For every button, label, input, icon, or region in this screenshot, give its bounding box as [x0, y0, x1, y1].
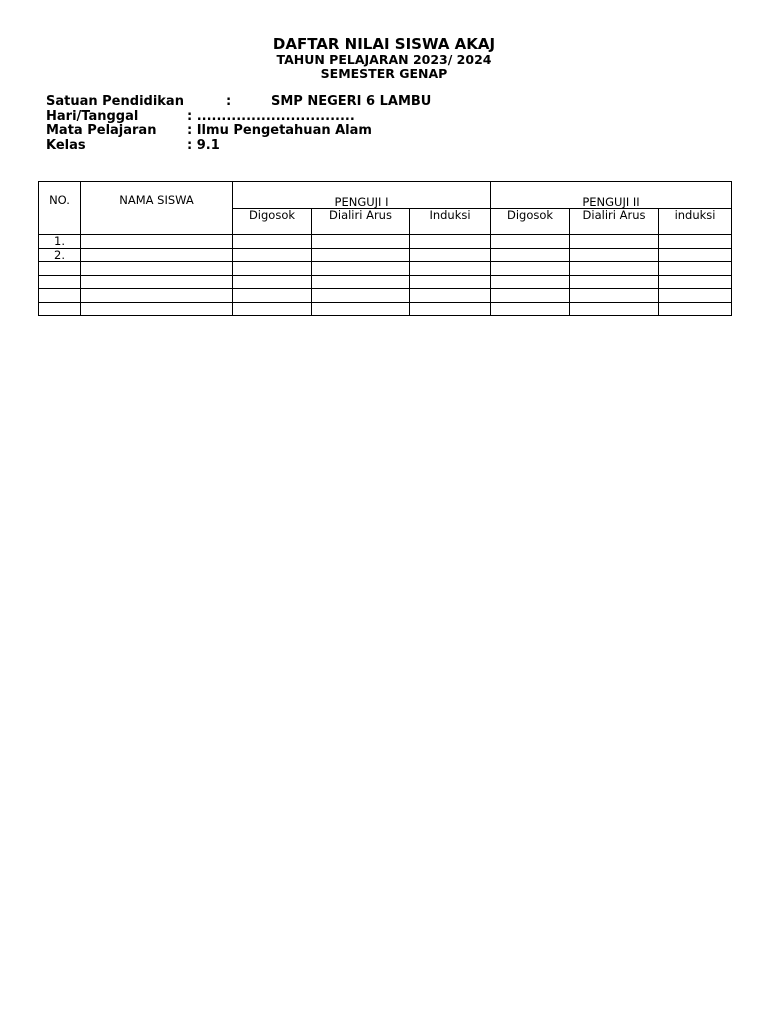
- grade-cell[interactable]: [312, 262, 410, 276]
- academic-year: TAHUN PELAJARAN 2023/ 2024: [276, 52, 492, 67]
- table-row: [39, 262, 732, 276]
- grade-cell[interactable]: [410, 248, 491, 262]
- grade-cell[interactable]: [312, 235, 410, 249]
- school-value: SMP NEGERI 6 LAMBU: [271, 94, 432, 109]
- column-header-e1-current: Dialiri Arus: [312, 209, 410, 235]
- student-name-cell[interactable]: [81, 302, 233, 316]
- grades-table: [38, 181, 732, 316]
- table-row: [39, 235, 732, 249]
- grade-cell[interactable]: [491, 235, 570, 249]
- grade-cell[interactable]: [570, 262, 659, 276]
- row-number: [39, 302, 81, 316]
- row-number: [39, 275, 81, 289]
- row-number: 2.: [39, 248, 81, 262]
- grade-cell[interactable]: [491, 248, 570, 262]
- column-header-e2-rubbed: Digosok: [491, 209, 570, 235]
- grade-cell[interactable]: [312, 289, 410, 303]
- student-name-cell[interactable]: [81, 262, 233, 276]
- semester: SEMESTER GENAP: [320, 66, 448, 81]
- class-value: : 9.1: [187, 137, 220, 153]
- grade-cell[interactable]: [570, 248, 659, 262]
- grade-cell[interactable]: [233, 275, 312, 289]
- student-name-cell[interactable]: [81, 275, 233, 289]
- grade-cell[interactable]: [491, 302, 570, 316]
- header-row-top: [39, 182, 732, 209]
- grade-cell[interactable]: [570, 289, 659, 303]
- column-header-e1-induction: Induksi: [410, 209, 491, 235]
- document-title: DAFTAR NILAI SISWA AKAJ: [272, 35, 496, 53]
- subject-value: : Ilmu Pengetahuan Alam: [187, 123, 372, 138]
- row-number: [39, 262, 81, 276]
- document-header: [0, 36, 768, 81]
- table-row: [39, 248, 732, 262]
- grade-cell[interactable]: [233, 289, 312, 303]
- column-header-examiner-2: PENGUJI II: [491, 182, 732, 209]
- row-number: [39, 289, 81, 303]
- student-name-cell[interactable]: [81, 235, 233, 249]
- grade-cell[interactable]: [659, 275, 732, 289]
- school-colon: :: [226, 94, 232, 109]
- grade-cell[interactable]: [233, 235, 312, 249]
- grade-cell[interactable]: [312, 248, 410, 262]
- subject-label: Mata Pelajaran: [46, 123, 157, 138]
- student-name-cell[interactable]: [81, 289, 233, 303]
- grade-cell[interactable]: [659, 302, 732, 316]
- date-value: : ................................: [187, 108, 355, 124]
- grade-cell[interactable]: [659, 262, 732, 276]
- grade-cell[interactable]: [233, 302, 312, 316]
- grade-cell[interactable]: [312, 302, 410, 316]
- table-row: [39, 302, 732, 316]
- column-header-e2-induction: induksi: [659, 209, 732, 235]
- grade-cell[interactable]: [410, 262, 491, 276]
- grade-cell[interactable]: [570, 302, 659, 316]
- column-header-examiner-1: PENGUJI I: [233, 182, 491, 209]
- school-label: Satuan Pendidikan: [46, 94, 184, 109]
- grade-cell[interactable]: [233, 248, 312, 262]
- grade-cell[interactable]: [491, 275, 570, 289]
- grade-cell[interactable]: [410, 289, 491, 303]
- column-header-name: NAMA SISWA: [81, 182, 233, 235]
- grade-cell[interactable]: [491, 289, 570, 303]
- grade-cell[interactable]: [491, 262, 570, 276]
- grade-cell[interactable]: [659, 235, 732, 249]
- grade-cell[interactable]: [410, 235, 491, 249]
- grade-cell[interactable]: [410, 275, 491, 289]
- row-number: 1.: [39, 235, 81, 249]
- table-row: [39, 275, 732, 289]
- column-header-e1-rubbed: Digosok: [233, 209, 312, 235]
- table-row: [39, 289, 732, 303]
- class-label: Kelas: [46, 137, 86, 153]
- date-label: Hari/Tanggal: [46, 108, 139, 124]
- student-name-cell[interactable]: [81, 248, 233, 262]
- grade-cell[interactable]: [659, 289, 732, 303]
- grade-cell[interactable]: [570, 235, 659, 249]
- grade-cell[interactable]: [570, 275, 659, 289]
- column-header-no: NO.: [39, 182, 81, 235]
- grade-cell[interactable]: [659, 248, 732, 262]
- grade-cell[interactable]: [233, 262, 312, 276]
- grade-cell[interactable]: [312, 275, 410, 289]
- grade-cell[interactable]: [410, 302, 491, 316]
- column-header-e2-current: Dialiri Arus: [570, 209, 659, 235]
